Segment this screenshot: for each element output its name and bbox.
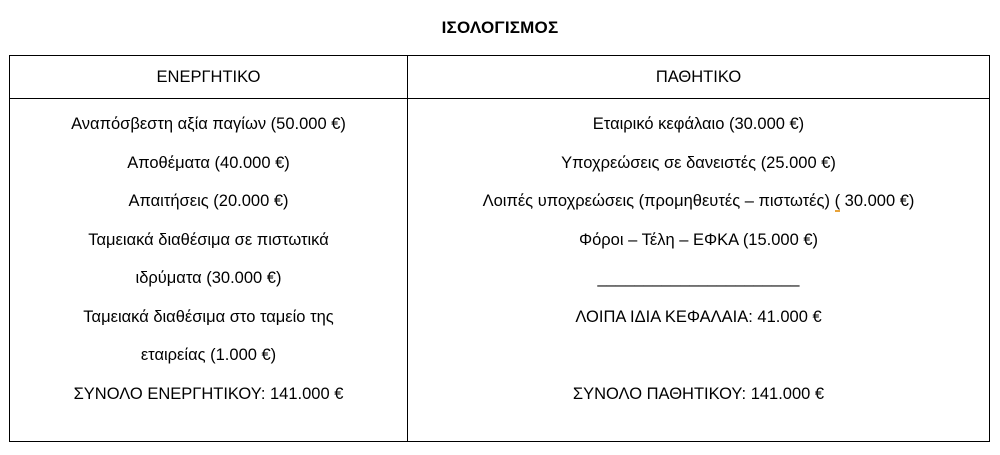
other-payables-label: Λοιπές υποχρεώσεις (προμηθευτές – πιστωτές) xyxy=(482,192,830,210)
liability-line-taxes: Φόροι – Τέλη – ΕΦΚΑ (15.000 €) xyxy=(578,230,819,249)
asset-line-bank-cash: Ταμειακά διαθέσιμα σε πιστωτικά xyxy=(88,230,329,249)
liability-line-lenders: Υποχρεώσεις σε δανειστές (25.000 €) xyxy=(561,153,836,172)
liabilities-header: ΠΑΘΗΤΙΚΟ xyxy=(408,56,990,99)
assets-column xyxy=(10,99,408,442)
asset-line-petty-cash-cont: εταιρείας (1.000 €) xyxy=(140,346,277,364)
header-row xyxy=(10,56,990,99)
asset-line-receivables: Απαιτήσεις (20.000 €) xyxy=(128,192,289,210)
liabilities-total: ΣΥΝΟΛΟ ΠΑΘΗΤΙΚΟΥ: 141.000 € xyxy=(572,384,825,403)
assets-total: ΣΥΝΟΛΟ ΕΝΕΡΓΗΤΙΚΟΥ: 141.000 € xyxy=(73,384,344,403)
asset-line-petty-cash: Ταμειακά διαθέσιμα στο ταμείο της xyxy=(83,307,334,326)
asset-line-bank-cash-cont: ιδρύματα (30.000 €) xyxy=(135,269,282,287)
liabilities-column xyxy=(408,99,990,442)
other-payables-amount: 30.000 €) xyxy=(840,192,915,210)
spellcheck-mark: ( xyxy=(834,192,841,210)
liability-line-empty xyxy=(408,336,989,375)
balance-sheet-table xyxy=(9,55,990,442)
document-title: ΙΣΟΛΟΓΙΣΜΟΣ xyxy=(441,18,559,37)
liability-line-other-equity: ΛΟΙΠΑ ΙΔΙΑ ΚΕΦΑΛΑΙΑ: 41.000 € xyxy=(575,307,822,326)
body-row xyxy=(10,99,990,442)
asset-line-inventory: Αποθέματα (40.000 €) xyxy=(127,153,290,172)
liability-line-other-payables xyxy=(408,182,989,221)
asset-line-fixed-assets: Αναπόσβεστη αξία παγίων (50.000 €) xyxy=(71,115,346,133)
assets-header: ΕΝΕΡΓΗΤΙΚΟ xyxy=(10,56,408,99)
liability-line-share-capital: Εταιρικό κεφάλαιο (30.000 €) xyxy=(592,115,805,133)
separator-underline: ______________________ xyxy=(597,269,800,287)
